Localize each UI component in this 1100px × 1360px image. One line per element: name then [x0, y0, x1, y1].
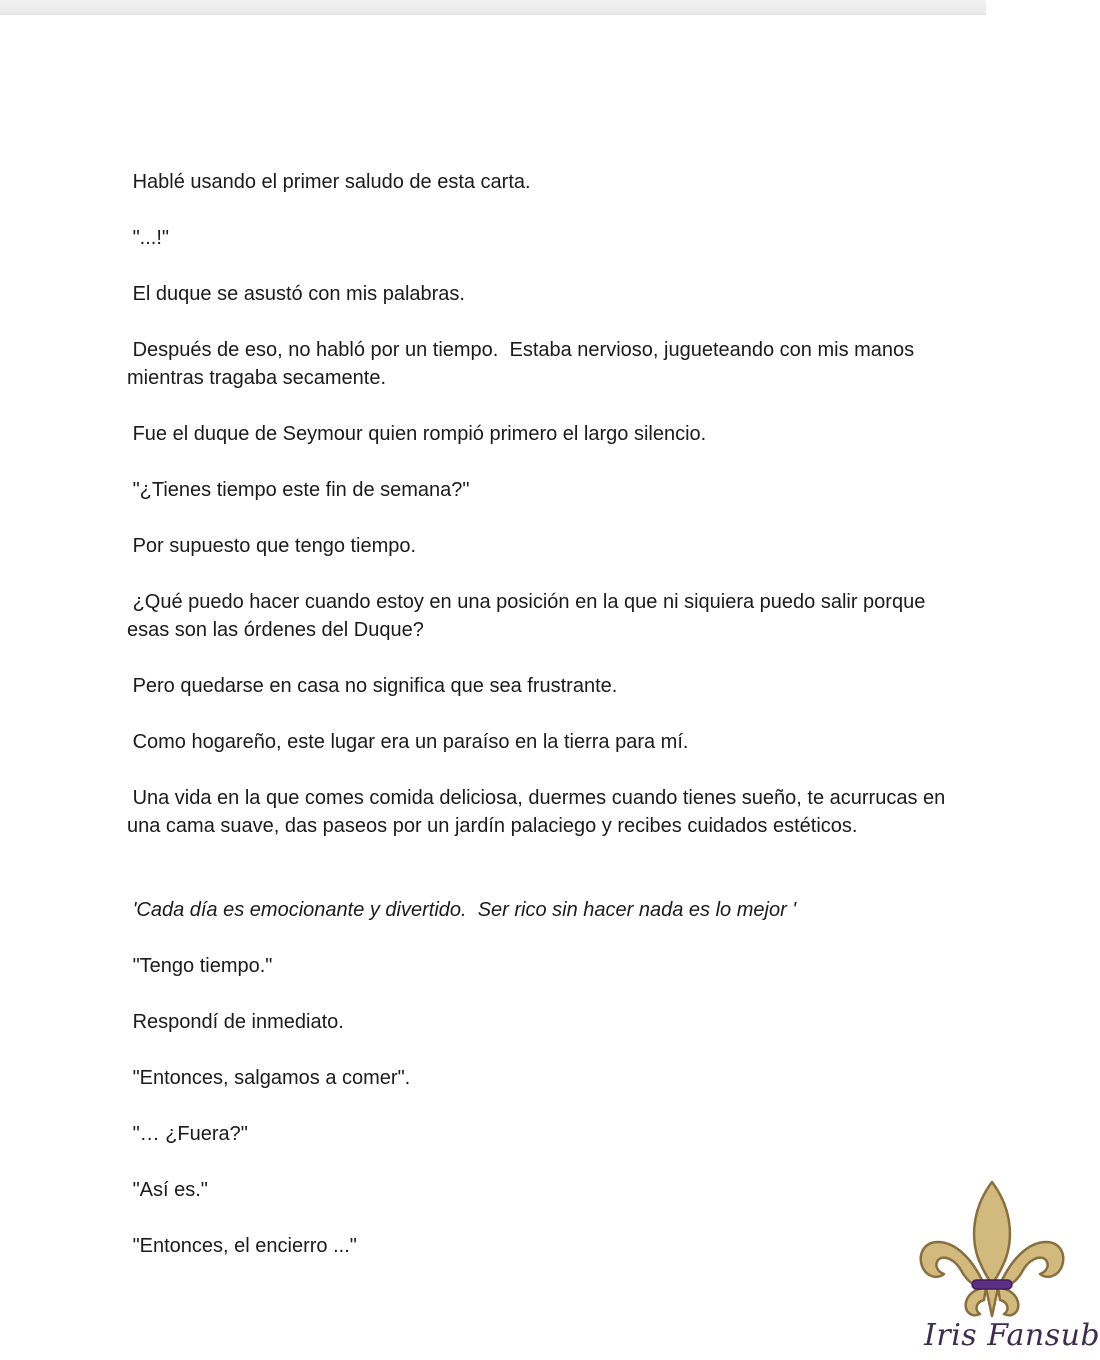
paragraph: "… ¿Fuera?": [127, 1123, 248, 1145]
top-scroll-edge: [0, 0, 986, 15]
paragraph: ¿Qué puedo hacer cuando estoy en una posición en la que ni siquiera puedo salir porque esas son las órdenes del Duque?: [127, 591, 931, 641]
paragraph-italic-thought: 'Cada día es emocionante y divertido. Ser rico sin hacer nada es lo mejor ': [127, 899, 797, 921]
fleur-de-lis-icon: [912, 1176, 1072, 1326]
paragraph: Hablé usando el primer saludo de esta carta.: [127, 171, 531, 193]
paragraph: "¿Tienes tiempo este fin de semana?": [127, 479, 470, 501]
paragraph: Como hogareño, este lugar era un paraíso en la tierra para mí.: [127, 731, 689, 753]
paragraph: Fue el duque de Seymour quien rompió primero el largo silencio.: [127, 423, 707, 445]
paragraph: El duque se asustó con mis palabras.: [127, 283, 465, 305]
paragraph: Una vida en la que comes comida deliciosa, duermes cuando tienes sueño, te acurrucas en una cama suave, das paseos por un jardín palaciego y recibes cuidados estéticos.: [127, 787, 951, 837]
paragraph: Respondí de inmediato.: [127, 1011, 344, 1033]
paragraph: Por supuesto que tengo tiempo.: [127, 535, 417, 557]
paragraph: "Entonces, salgamos a comer".: [127, 1067, 411, 1089]
paragraph: "Así es.": [127, 1179, 208, 1201]
paragraph: "Tengo tiempo.": [127, 955, 273, 977]
watermark-text: Iris Fansub: [924, 1318, 1100, 1353]
paragraph: "Entonces, el encierro ...": [127, 1235, 357, 1257]
paragraph: Pero quedarse en casa no significa que sea frustrante.: [127, 675, 618, 697]
paragraph: "...!": [127, 227, 169, 249]
paragraph: Después de eso, no habló por un tiempo. Estaba nervioso, jugueteando con mis manos mientras tragaba secamente.: [127, 339, 920, 389]
